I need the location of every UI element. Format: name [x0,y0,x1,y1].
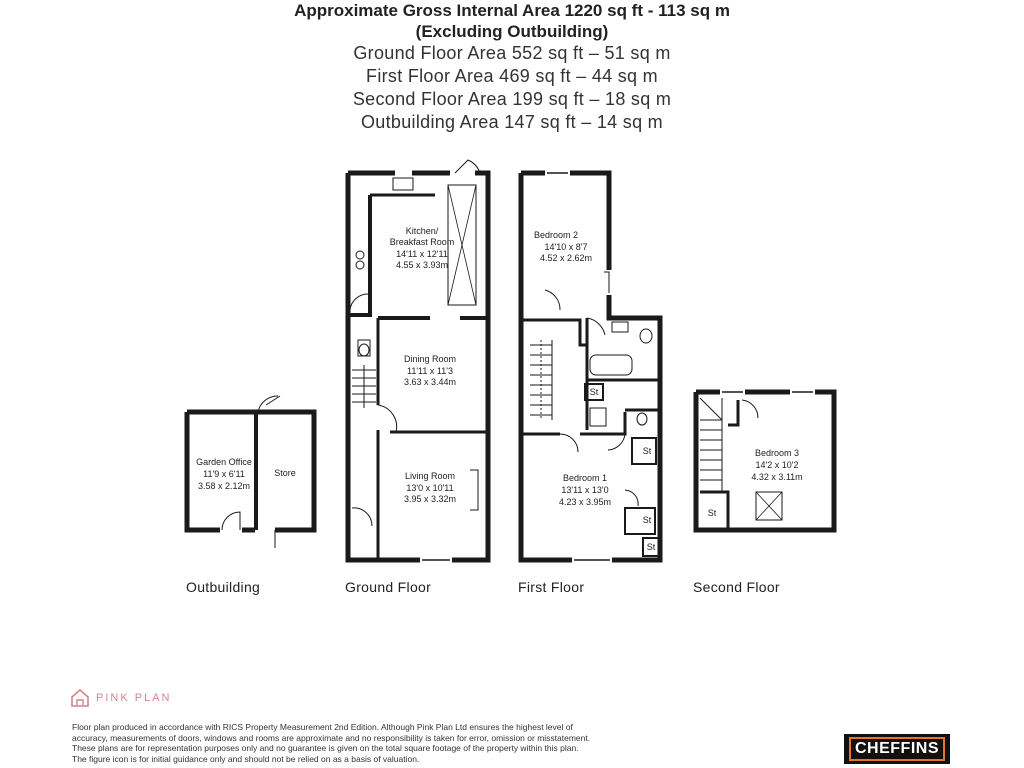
st-label-second: St [707,508,717,518]
bedroom2-name: Bedroom 2 [533,230,579,240]
outbuilding-area: Outbuilding Area 147 sq ft – 14 sq m [361,112,663,132]
disclaimer-text: Floor plan produced in accordance with RICS Property Measurement 2nd Edition. Although Pink Plan Ltd ensures the highest level of accuracy, measurements of doors, windows and rooms are approximate and no responsibility is taken for error, omission or misstatement. These plans are for representation purposes only and no guarantee is given on the total square footage of the property within this plan. The figure icon is for initial guidance only and should not be relied on as a basis of valuation. [72,722,591,764]
first-floor-label: First Floor [518,579,585,595]
first-floor-area: First Floor Area 469 sq ft – 44 sq m [366,66,658,86]
cheffins-logo [844,734,950,764]
garden-office-imperial: 11'9 x 6'11 [203,469,245,479]
gross-area-title: Approximate Gross Internal Area 1220 sq ft - 113 sq m [294,1,730,20]
cheffins-logo-frame [849,737,945,761]
store-name: Store [274,468,296,478]
cheffins-logo-text: CHEFFINS [855,740,939,757]
st-label-bed1-bottom: St [646,542,656,552]
pink-plan-logo [70,688,171,708]
dining-metric: 3.63 x 3.44m [403,377,457,387]
st-label-bed1-mid: St [642,515,652,525]
bedroom2-metric: 4.52 x 2.62m [539,253,593,263]
ground-floor-area: Ground Floor Area 552 sq ft – 51 sq m [353,43,671,63]
living-name: Living Room [404,471,456,481]
kitchen-name-1: Kitchen/ [405,226,439,236]
excluding-outbuilding-note: (Excluding Outbuilding) [415,22,609,41]
pink-plan-logo-text: PINK PLAN [96,692,172,704]
house-icon [70,688,90,708]
ground-floor-label: Ground Floor [345,579,432,595]
bedroom3-metric: 4.32 x 3.11m [751,472,803,482]
bedroom3-imperial: 14'2 x 10'2 [755,460,799,470]
living-metric: 3.95 x 3.32m [403,494,457,504]
bedroom3-name: Bedroom 3 [754,448,800,458]
outbuilding-label: Outbuilding [186,579,261,595]
second-floor-label: Second Floor [693,579,780,595]
garden-office-name: Garden Office [196,457,252,467]
bedroom1-imperial: 13'11 x 13'0 [561,485,609,495]
st-label-bed1-top: St [642,446,652,456]
st-label-bathroom: St [589,387,599,397]
kitchen-metric: 4.55 x 3.93m [395,260,449,270]
kitchen-name-2: Breakfast Room [389,237,455,247]
dining-imperial: 11'11 x 11'3 [407,366,453,376]
bedroom1-metric: 4.23 x 3.95m [558,497,612,507]
garden-office-metric: 3.58 x 2.12m [197,481,251,491]
bedroom2-imperial: 14'10 x 8'7 [544,242,588,252]
dining-name: Dining Room [403,354,457,364]
bedroom1-name: Bedroom 1 [562,473,608,483]
kitchen-imperial: 14'11 x 12'11 [396,249,448,259]
living-imperial: 13'0 x 10'11 [406,483,454,493]
second-floor-area: Second Floor Area 199 sq ft – 18 sq m [352,89,672,109]
